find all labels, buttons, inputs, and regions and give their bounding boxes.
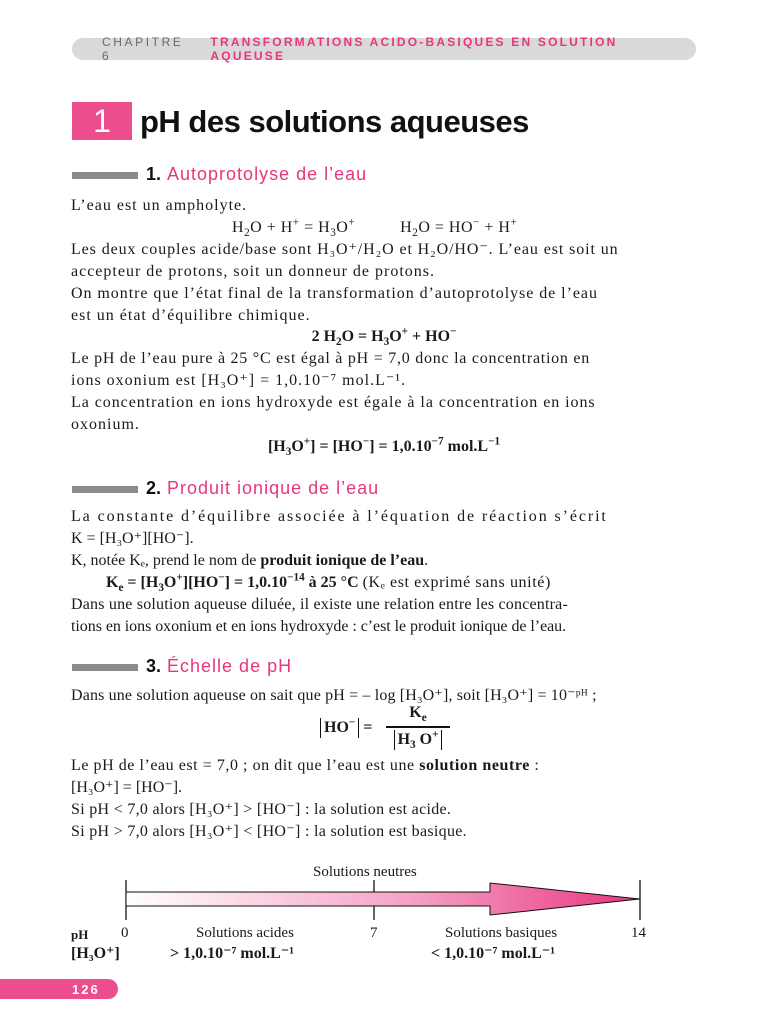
ke-note: (Kₑ est exprimé sans unité) (362, 574, 551, 591)
text-span: . (424, 552, 429, 569)
paragraph-line: oxonium. (71, 416, 140, 433)
paragraph-line: Dans une solution aqueuse diluée, il existe une relation entre les concentra- (71, 596, 569, 613)
text-span: : (529, 757, 540, 774)
scale-acid-concentration: > 1,0.10⁻⁷ mol.L⁻¹ (170, 945, 295, 962)
paragraph-line (71, 550, 697, 572)
text-span: Le pH de l’eau est = 7,0 ; on dit que l’eau est une (71, 757, 415, 774)
scale-acid-label: Solutions acides (196, 925, 294, 941)
subsection-bar (72, 664, 138, 671)
equation-concentration: $[H_3O^+] = [HO^-] = 1,0.10^{-7}$ $mol.L^{-1}$ (267, 435, 501, 459)
paragraph-line: [H₃O⁺] = [HO⁻]. (71, 779, 183, 796)
equation-ke: $K_e = [H_3O^+][HO^-] = 1,0.10^{-14}$ à 25 °C (Kₑ est exprimé sans unité) (106, 571, 551, 595)
paragraph-line: Les deux couples acide/base sont H₃O⁺/H₂O et H₂O/HO⁻. L’eau est soit un (71, 241, 619, 258)
equation-autoprotolyse: 2 $H_2O = H_3O^+ + HO^-$ (311, 325, 457, 349)
scale-tick-0: 0 (121, 925, 129, 941)
subsection-number: 3. (146, 656, 162, 676)
subsection-bar (72, 486, 138, 493)
scale-basic-label: Solutions basiques (445, 925, 558, 941)
paragraph-line: tions en ions oxonium et en ions hydroxyde : c’est le produit ionique de l’eau. (71, 618, 567, 635)
subsection-heading-1 (146, 162, 367, 186)
paragraph-line: L’eau est un ampholyte. (71, 197, 248, 214)
scale-h3o-label: [H₃O⁺] (71, 945, 120, 962)
section-title: pH des solutions aqueuses (140, 104, 529, 139)
subsection-bar (72, 172, 138, 179)
chapter-title: TRANSFORMATIONS ACIDO-BASIQUES EN SOLUTION AQUEUSE (210, 35, 618, 63)
page-number (0, 979, 118, 999)
scale-neutral-label: Solutions neutres (313, 864, 417, 880)
paragraph-line: La constante d’équilibre associée à l’équation de réaction s’écrit (71, 508, 608, 525)
paragraph-line: Si pH < 7,0 alors [H₃O⁺] > [HO⁻] : la solution est acide. (71, 801, 452, 818)
paragraph-line: est un état d’équilibre chimique. (71, 307, 311, 324)
paragraph-line: Le pH de l’eau pure à 25 °C est égal à pH = 7,0 donc la concentration en (71, 350, 591, 367)
emphasis-term: solution neutre (419, 757, 530, 774)
paragraph-line: ions oxonium est [H₃O⁺] = 1,0.10⁻⁷ mol.L⁻¹. (71, 372, 407, 389)
subsection-title: Autoprotolyse de l’eau (167, 164, 368, 184)
subsection-number: 1. (146, 164, 162, 184)
ph-scale-arrow (120, 878, 650, 922)
paragraph-line: On montre que l’état final de la transformation d’autoprotolyse de l’eau (71, 285, 598, 302)
subsection-heading-2 (146, 476, 379, 500)
paragraph-line: Si pH > 7,0 alors [H₃O⁺] < [HO⁻] : la solution est basique. (71, 823, 467, 840)
page-number-text: 126 (72, 981, 100, 997)
scale-ph-label: pH (71, 927, 89, 942)
paragraph-line: La concentration en ions hydroxyde est égale à la concentration en ions (71, 394, 596, 411)
scale-tick-14: 14 (631, 925, 646, 941)
scale-tick-7: 7 (370, 925, 378, 941)
chapter-label: CHAPITRE 6 (102, 35, 184, 63)
paragraph-line (71, 755, 697, 777)
text-span: K, notée Kₑ, prend le nom de (71, 552, 257, 569)
chapter-banner (72, 35, 696, 63)
section-number: 1 (72, 102, 132, 140)
subsection-title: Produit ionique de l’eau (167, 478, 380, 498)
scale-basic-concentration: < 1,0.10⁻⁷ mol.L⁻¹ (431, 945, 556, 962)
paragraph-line: K = [H₃O⁺][HO⁻]. (71, 530, 194, 547)
subsection-heading-3 (146, 654, 292, 678)
equation-autoprotolyse-couples: $H_2O + H^+ = H_3O^+$ $H_2O = HO^- + H^+$ (232, 216, 518, 240)
paragraph-line: Dans une solution aqueuse on sait que pH = – log [H₃O⁺], soit [H₃O⁺] = 10⁻ᵖᴴ ; (71, 687, 597, 704)
emphasis-term: produit ionique de l’eau (260, 552, 425, 569)
paragraph-line: accepteur de protons, soit un donneur de protons. (71, 263, 436, 280)
subsection-number: 2. (146, 478, 162, 498)
equation-ho-fraction: HO− = $K_e$ $H_3$ O+ (320, 706, 460, 758)
subsection-title: Échelle de pH (167, 656, 293, 676)
